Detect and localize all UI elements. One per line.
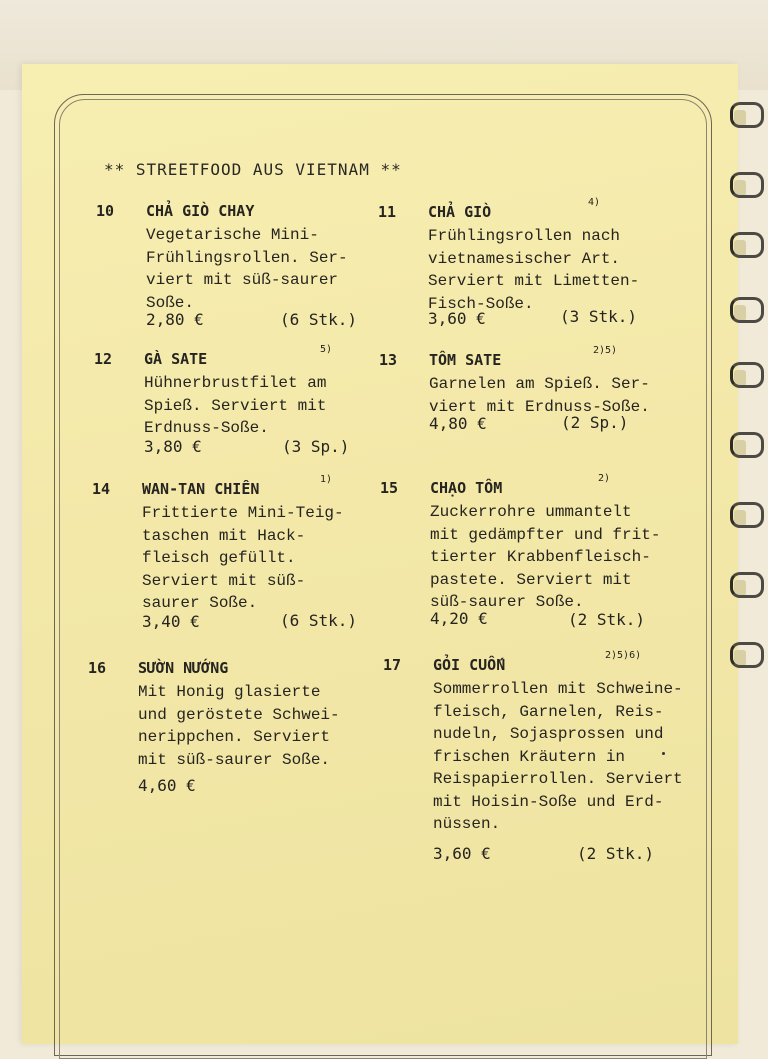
item-price: 3,40 € bbox=[142, 612, 200, 631]
binding-ring-icon bbox=[730, 502, 764, 528]
item-price: 4,60 € bbox=[138, 776, 196, 795]
binding-ring-icon bbox=[730, 297, 764, 323]
binding-ring-icon bbox=[730, 102, 764, 128]
item-quantity: (2 Stk.) bbox=[568, 610, 646, 629]
item-allergens: 1) bbox=[320, 474, 333, 485]
item-number: 13 bbox=[379, 351, 398, 369]
item-name: CHẠO TÔM bbox=[430, 479, 503, 497]
item-number: 15 bbox=[380, 479, 399, 497]
item-price: 3,60 € bbox=[428, 309, 486, 328]
item-quantity: (2 Sp.) bbox=[561, 413, 629, 432]
item-description: Vegetarische Mini- Frühlingsrollen. Ser- viert mit süß-saurer Soße. bbox=[146, 226, 348, 312]
item-number: 16 bbox=[88, 659, 107, 677]
item-quantity: (6 Stk.) bbox=[280, 611, 358, 630]
item-allergens: 5) bbox=[320, 344, 333, 355]
binding-ring-icon bbox=[730, 432, 764, 458]
item-quantity: (6 Stk.) bbox=[280, 310, 358, 329]
binding-ring-icon bbox=[730, 172, 764, 198]
item-name: SƯỜN NƯỚNG bbox=[138, 659, 229, 677]
item-allergens: 2)5)6) bbox=[605, 650, 642, 661]
item-name: WAN-TAN CHIÊN bbox=[142, 480, 260, 498]
item-description: Hühnerbrustfilet am Spieß. Serviert mit Erdnuss-Soße. bbox=[144, 374, 327, 437]
item-name: GÀ SATE bbox=[144, 350, 208, 368]
binding-ring-icon bbox=[730, 362, 764, 388]
item-allergens: 2)5) bbox=[593, 345, 618, 356]
item-number: 10 bbox=[96, 202, 115, 220]
item-number: 11 bbox=[378, 203, 397, 221]
item-description: Mit Honig glasierte und geröstete Schwei- nerippchen. Serviert mit süß-saurer Soße. bbox=[138, 683, 340, 769]
binding-ring-icon bbox=[730, 642, 764, 668]
spiral-binding bbox=[728, 80, 768, 720]
item-price: 4,80 € bbox=[429, 414, 487, 433]
item-name: CHẢ GIÒ CHAY bbox=[146, 202, 255, 220]
item-name: TÔM SATE bbox=[429, 351, 502, 369]
item-quantity: (3 Sp.) bbox=[282, 437, 350, 456]
menu-heading: ** STREETFOOD AUS VIETNAM ** bbox=[104, 160, 402, 179]
binding-ring-icon bbox=[730, 232, 764, 258]
item-price: 3,60 € bbox=[433, 844, 491, 863]
item-quantity: (2 Stk.) bbox=[577, 844, 655, 863]
item-quantity: (3 Stk.) bbox=[560, 307, 638, 326]
item-description: Sommerrollen mit Schweine- fleisch, Garnelen, Reis- nudeln, Sojasprossen und frischen Kräutern in Reispapierrollen. Serviert mit Hoisin-Soße und Erd- nüssen. bbox=[433, 680, 683, 833]
item-number: 14 bbox=[92, 480, 111, 498]
item-price: 2,80 € bbox=[146, 310, 204, 329]
item-allergens: 4) bbox=[588, 197, 601, 208]
item-allergens: 2) bbox=[598, 473, 611, 484]
item-price: 3,80 € bbox=[144, 437, 202, 456]
item-number: 12 bbox=[94, 350, 113, 368]
item-name: GỎI CUỐN bbox=[433, 656, 506, 674]
item-description: Frühlingsrollen nach vietnamesischer Art. Serviert mit Limetten- Fisch-Soße. bbox=[428, 227, 640, 313]
item-price: 4,20 € bbox=[430, 609, 488, 628]
item-description: Garnelen am Spieß. Ser- viert mit Erdnuss-Soße. bbox=[429, 375, 650, 416]
item-description: Frittierte Mini-Teig- taschen mit Hack- fleisch gefüllt. Serviert mit süß- saurer Soße. bbox=[142, 504, 344, 612]
binding-ring-icon bbox=[730, 572, 764, 598]
item-number: 17 bbox=[383, 656, 402, 674]
item-name: CHẢ GIÒ bbox=[428, 203, 492, 221]
stray-mark bbox=[662, 752, 665, 755]
item-description: Zuckerrohre ummantelt mit gedämpfter und frit- tierter Krabbenfleisch- pastete. Serviert mit süß-saurer Soße. bbox=[430, 503, 661, 611]
